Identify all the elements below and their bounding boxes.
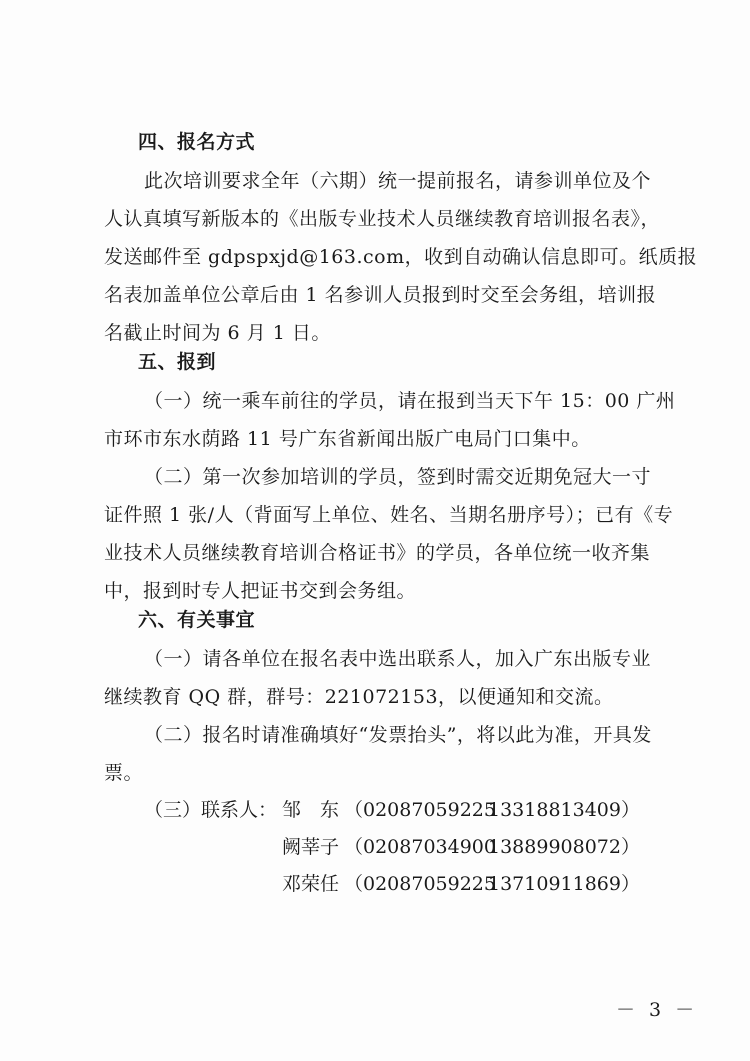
contact-mobile: 13318813409） — [488, 799, 640, 821]
contacts-label: （三）联系人： — [144, 799, 278, 821]
section4-line-5: 名截止时间为 6 月 1 日。 — [104, 322, 331, 344]
section5-line-4: 证件照 1 张/人（背面写上单位、姓名、当期名册序号）；已有《专 — [104, 504, 674, 526]
contact-phone: （02087059225 — [344, 799, 496, 821]
contact-phone: （02087059225 — [344, 873, 496, 895]
section5-line-6: 中，报到时专人把证书交到会务组。 — [104, 580, 417, 602]
contact-mobile: 13889908072） — [488, 836, 640, 858]
page-number: － 3 － — [616, 999, 699, 1021]
section4-line-3: 发送邮件至 gdpspxjd@163.com，收到自动确认信息即可。纸质报 — [104, 246, 698, 268]
contact-row-2 — [0, 835, 750, 859]
contact-phone: （02087034900 — [344, 836, 496, 858]
contact-row-1 — [0, 798, 750, 822]
section4-heading: 四、报名方式 — [138, 131, 256, 153]
section6-heading: 六、有关事宜 — [138, 609, 256, 631]
section6-line-1: （一）请各单位在报名表中选出联系人，加入广东出版专业 — [144, 648, 652, 670]
section5-line-1: （一）统一乘车前往的学员，请在报到当天下午 15：00 广州 — [144, 390, 676, 412]
section4-line-2: 人认真填写新版本的《出版专业技术人员继续教育培训报名表》， — [104, 208, 661, 230]
section4-line-1: 此次培训要求全年（六期）统一提前报名，请参训单位及个 — [144, 170, 652, 192]
section4-line-4: 名表加盖单位公章后由 1 名参训人员报到时交至会务组，培训报 — [104, 284, 657, 306]
section5-heading: 五、报到 — [138, 351, 217, 373]
contact-mobile: 13710911869） — [488, 873, 640, 895]
section5-line-2: 市环市东水荫路 11 号广东省新闻出版广电局门口集中。 — [104, 428, 591, 450]
section5-line-3: （二）第一次参加培训的学员，签到时需交近期免冠大一寸 — [144, 466, 652, 488]
contact-name: 邹 东 — [282, 799, 340, 821]
contact-name: 阙莘子 — [282, 836, 340, 858]
section6-line-2: 继续教育 QQ 群，群号：221072153，以便通知和交流。 — [104, 686, 614, 708]
section6-line-4: 票。 — [104, 762, 144, 784]
contact-row-3 — [0, 872, 750, 896]
contact-name: 邓荣任 — [282, 873, 340, 895]
section5-line-5: 业技术人员继续教育培训合格证书》的学员，各单位统一收齐集 — [104, 542, 651, 564]
section6-line-3: （二）报名时请准确填好“发票抬头”，将以此为准，开具发 — [144, 724, 652, 746]
